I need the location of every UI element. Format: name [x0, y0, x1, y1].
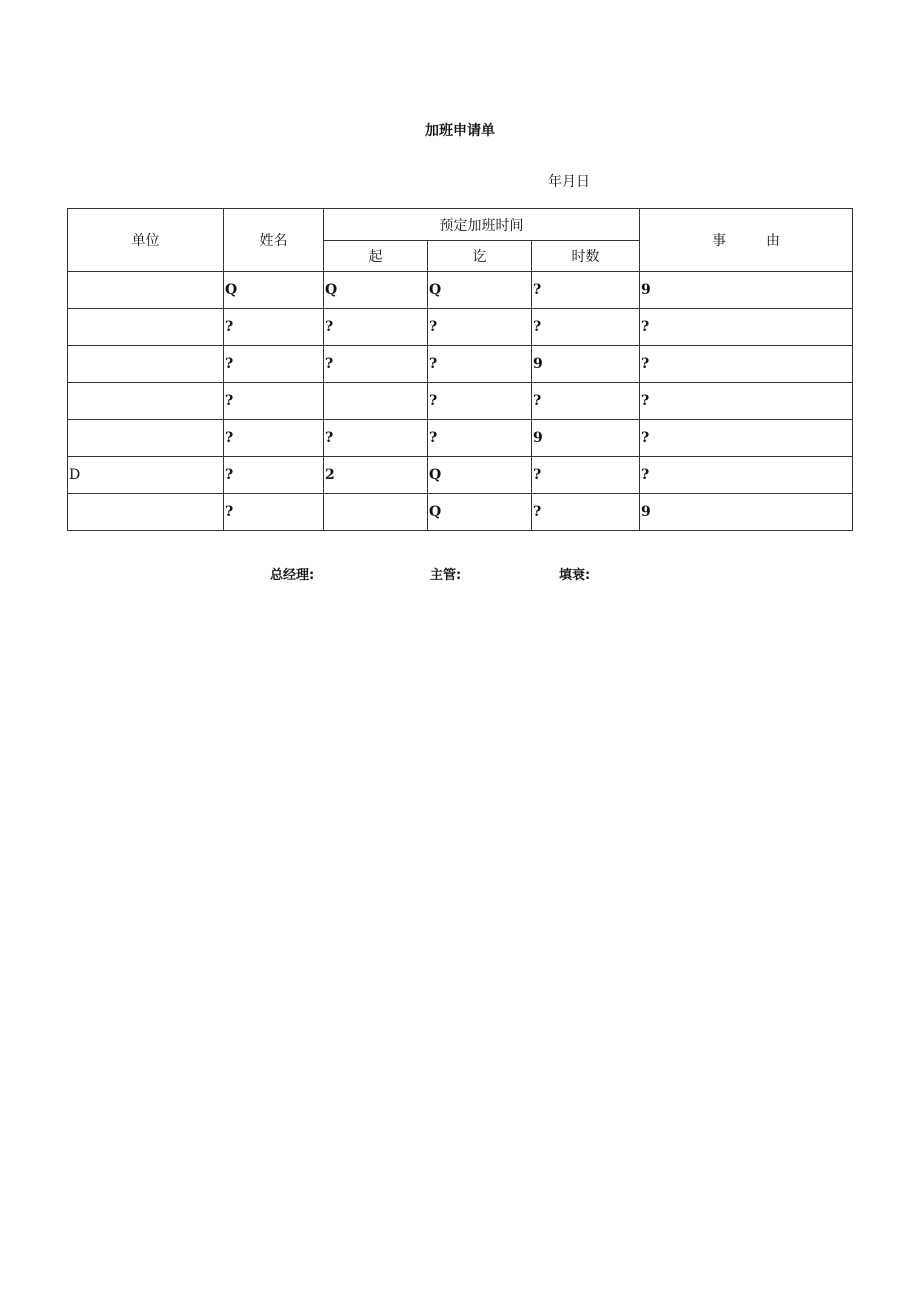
cell-start[interactable]: 2: [324, 457, 428, 494]
cell-start[interactable]: ?: [324, 420, 428, 457]
cell-name[interactable]: ?: [224, 420, 324, 457]
cell-reason[interactable]: ?: [640, 457, 853, 494]
cell-start[interactable]: [324, 494, 428, 531]
filler-signature-label: 填衰:: [559, 568, 591, 583]
cell-name[interactable]: ?: [224, 494, 324, 531]
cell-unit[interactable]: D: [68, 457, 224, 494]
table-row: [68, 346, 853, 383]
cell-unit[interactable]: [68, 420, 224, 457]
cell-reason[interactable]: ?: [640, 346, 853, 383]
general-manager-signature-label: 总经理:: [270, 568, 315, 583]
header-scheduled-time: 预定加班时间: [324, 209, 640, 241]
table-row: [68, 457, 853, 494]
cell-hours[interactable]: ?: [532, 494, 640, 531]
cell-unit[interactable]: [68, 309, 224, 346]
cell-reason[interactable]: 9: [640, 494, 853, 531]
cell-name[interactable]: ?: [224, 383, 324, 420]
header-name: 姓名: [224, 209, 324, 272]
header-hours: 时数: [532, 241, 640, 272]
date-label: 年月日: [548, 174, 590, 190]
cell-unit[interactable]: [68, 383, 224, 420]
cell-reason[interactable]: ?: [640, 383, 853, 420]
header-row: [68, 209, 853, 241]
table-row: [68, 383, 853, 420]
header-start: 起: [324, 241, 428, 272]
cell-end[interactable]: Q: [428, 494, 532, 531]
header-unit: 单位: [68, 209, 224, 272]
cell-end[interactable]: ?: [428, 383, 532, 420]
cell-end[interactable]: Q: [428, 457, 532, 494]
cell-hours[interactable]: ?: [532, 309, 640, 346]
table-row: [68, 420, 853, 457]
cell-name[interactable]: ?: [224, 346, 324, 383]
form-title: 加班申请单: [425, 123, 495, 139]
cell-unit[interactable]: [68, 346, 224, 383]
cell-start[interactable]: [324, 383, 428, 420]
overtime-table: [67, 208, 853, 531]
header-end: 讫: [428, 241, 532, 272]
cell-hours[interactable]: 9: [532, 346, 640, 383]
cell-unit[interactable]: [68, 272, 224, 309]
cell-name[interactable]: ?: [224, 309, 324, 346]
cell-unit[interactable]: [68, 494, 224, 531]
cell-start[interactable]: ?: [324, 309, 428, 346]
cell-end[interactable]: Q: [428, 272, 532, 309]
header-reason-part1: 事: [712, 233, 727, 249]
cell-reason[interactable]: 9: [640, 272, 853, 309]
cell-start[interactable]: ?: [324, 346, 428, 383]
table-row: [68, 272, 853, 309]
cell-name[interactable]: ?: [224, 457, 324, 494]
cell-hours[interactable]: 9: [532, 420, 640, 457]
cell-reason[interactable]: ?: [640, 309, 853, 346]
cell-end[interactable]: ?: [428, 346, 532, 383]
cell-reason[interactable]: ?: [640, 420, 853, 457]
cell-hours[interactable]: ?: [532, 457, 640, 494]
table-row: [68, 309, 853, 346]
cell-end[interactable]: ?: [428, 420, 532, 457]
header-reason: [640, 209, 853, 272]
cell-hours[interactable]: ?: [532, 383, 640, 420]
supervisor-signature-label: 主管:: [430, 568, 462, 583]
cell-hours[interactable]: ?: [532, 272, 640, 309]
cell-start[interactable]: Q: [324, 272, 428, 309]
cell-end[interactable]: ?: [428, 309, 532, 346]
header-reason-part2: 由: [766, 233, 781, 249]
cell-name[interactable]: Q: [224, 272, 324, 309]
table-row: [68, 494, 853, 531]
